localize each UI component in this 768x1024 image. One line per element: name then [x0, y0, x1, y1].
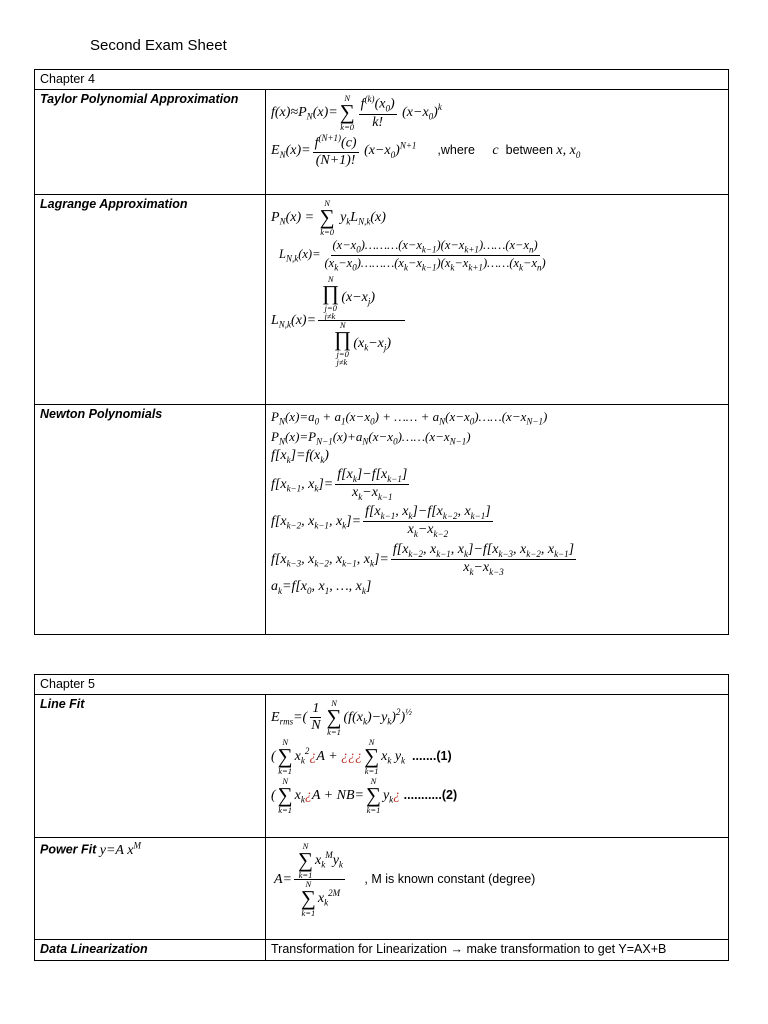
power-fit-row [35, 838, 729, 940]
lagrange-formula-cell [266, 195, 729, 405]
chapter-4-header: Chapter 4 [35, 70, 729, 90]
lagrange-label-cell [35, 195, 266, 405]
normal-equation-1: ( N ∑ k=1 $x_k^2¿A$ + ¿¿¿ N ∑ k=1 $x_k$ $y_k$ .......(1) [271, 737, 452, 777]
taylor-formula-cell [266, 90, 729, 195]
newton-row [35, 405, 729, 635]
divided-difference-1: $f[x_{k-1}$, $x_k]=$ $\frac{f[x_k]-f[x_{k-1}]}{x_k-x_{k-1}}$ [271, 466, 408, 502]
taylor-error-formula: $E_N(x)=$ $\frac{f^{(N+1)}(c)}{(N+1)!}$ $(x-x_0)^{N+1}$ ,where c between x, $x_0$ [271, 133, 581, 168]
normal-equation-2: ( N ∑ k=1 $x_k¿A + NB=$ N ∑ k=1 $y_k¿$ ...........(2) [271, 776, 458, 816]
taylor-where-text: ,where [437, 143, 475, 158]
data-linearization-text: Transformation for Linearization → make transformation to get Y=AX+B [271, 942, 667, 956]
equation-2-tag: ...........(2) [403, 788, 458, 803]
newton-coefficient-formula: $a_k=f[x_0$, $x_1$, …, $x_k$] [271, 578, 372, 596]
taylor-between-text: between [505, 143, 553, 158]
chapter-4-table [34, 69, 729, 635]
taylor-polynomial-formula: $f(x)\approx P_N(x)=$ N ∑ k=0 $\frac{f^{(k)}(x_0)}{k!}$ $(x-x_0)^k$ [271, 93, 442, 133]
lagrange-row [35, 195, 729, 405]
page-title: Second Exam Sheet [90, 37, 227, 54]
newton-recursive-formula: $P_N(x)=P_{N-1}(x)+a_N(x-x_0)\dots\dots(x-x_{N-1})$ [271, 428, 471, 447]
line-fit-label-cell [35, 695, 266, 838]
rms-error-formula: $E_{rms}=$( $\frac{1}{N}$ N ∑ k=1 $(f(x_k)-y_k)^2)^{\frac{1}{2}}$ [271, 698, 412, 738]
line-fit-formula-cell [266, 695, 729, 838]
lagrange-basis-formula: $L_{N,k}(x)=$ $\frac{(x-x_0)\dots\dots\dots(x-x_{k-1})(x-x_{k+1})\dots\dots(x-x_n)}{(x_k-x_0)\dots\dots\dots(x_k-x_{k-1})(x_k-x_{k+1})\dots\dots(x_k-x_n)}$ [279, 238, 546, 273]
equation-1-tag: .......(1) [412, 748, 452, 763]
newton-label: Newton Polynomials [40, 407, 163, 421]
divided-difference-2: $f[x_{k-2}$, $x_{k-1}$, $x_k]=$ $\frac{f[x_{k-1}, x_k]-f[x_{k-2}, x_{k-1}]}{x_k-x_{k-2}}$ [271, 504, 491, 540]
taylor-row [35, 90, 729, 195]
chapter-4-header-row [35, 70, 729, 90]
power-fit-formula: A= N ∑ k=1 $x_k^My_k$ N ∑ k=1 $x_k^{2M}$ , M is known constant (degree) [274, 841, 536, 919]
divided-difference-0: $f[x_k]=f(x_k)$ [271, 448, 329, 465]
power-fit-model: y=A $x^M$ [99, 840, 141, 858]
taylor-label: Taylor Polynomial Approximation [40, 92, 239, 106]
divided-difference-3: $f[x_{k-3}$, $x_{k-2}$, $x_{k-1}$, $x_k]=$ $\frac{f[x_{k-2}, x_{k-1}, x_k]-f[x_{k-3}, x_{k-2}, x_{k-1}]}{x_k-x_{k-3}}$ [271, 541, 575, 577]
line-fit-row [35, 695, 729, 838]
newton-label-cell [35, 405, 266, 635]
chapter-5-header-row [35, 675, 729, 695]
chapter-5-header: Chapter 5 [35, 675, 729, 695]
data-linearization-label: Data Linearization [40, 942, 148, 956]
power-fit-formula-cell [266, 838, 729, 940]
lagrange-polynomial-formula: $P_N(x)$ = N ∑ k=0 $y_kL_{N,k}(x)$ [271, 198, 386, 238]
lagrange-label: Lagrange Approximation [40, 197, 188, 211]
newton-formula-cell [266, 405, 729, 635]
line-fit-label: Line Fit [40, 697, 85, 711]
power-fit-label: Power Fit [40, 842, 97, 857]
lagrange-product-formula: $L_{N,k}(x)=$ N ∏ j=0 j≠k $(x-x_j)$ N ∏ j=0 j≠k $(x_k-x_j)$ [271, 275, 723, 366]
data-linearization-label-cell [35, 940, 266, 961]
power-fit-note: , M is known constant (degree) [364, 871, 536, 886]
newton-polynomial-formula: $P_N(x)=a_0 + a_1(x-x_0)$ + …… + $a_N(x-x_0)\dots\dots(x-x_{N-1})$ [271, 409, 548, 427]
data-linearization-cell [266, 940, 729, 961]
chapter-5-table [34, 674, 729, 961]
data-linearization-row [35, 940, 729, 961]
power-fit-label-cell [35, 838, 266, 940]
taylor-label-cell [35, 90, 266, 195]
